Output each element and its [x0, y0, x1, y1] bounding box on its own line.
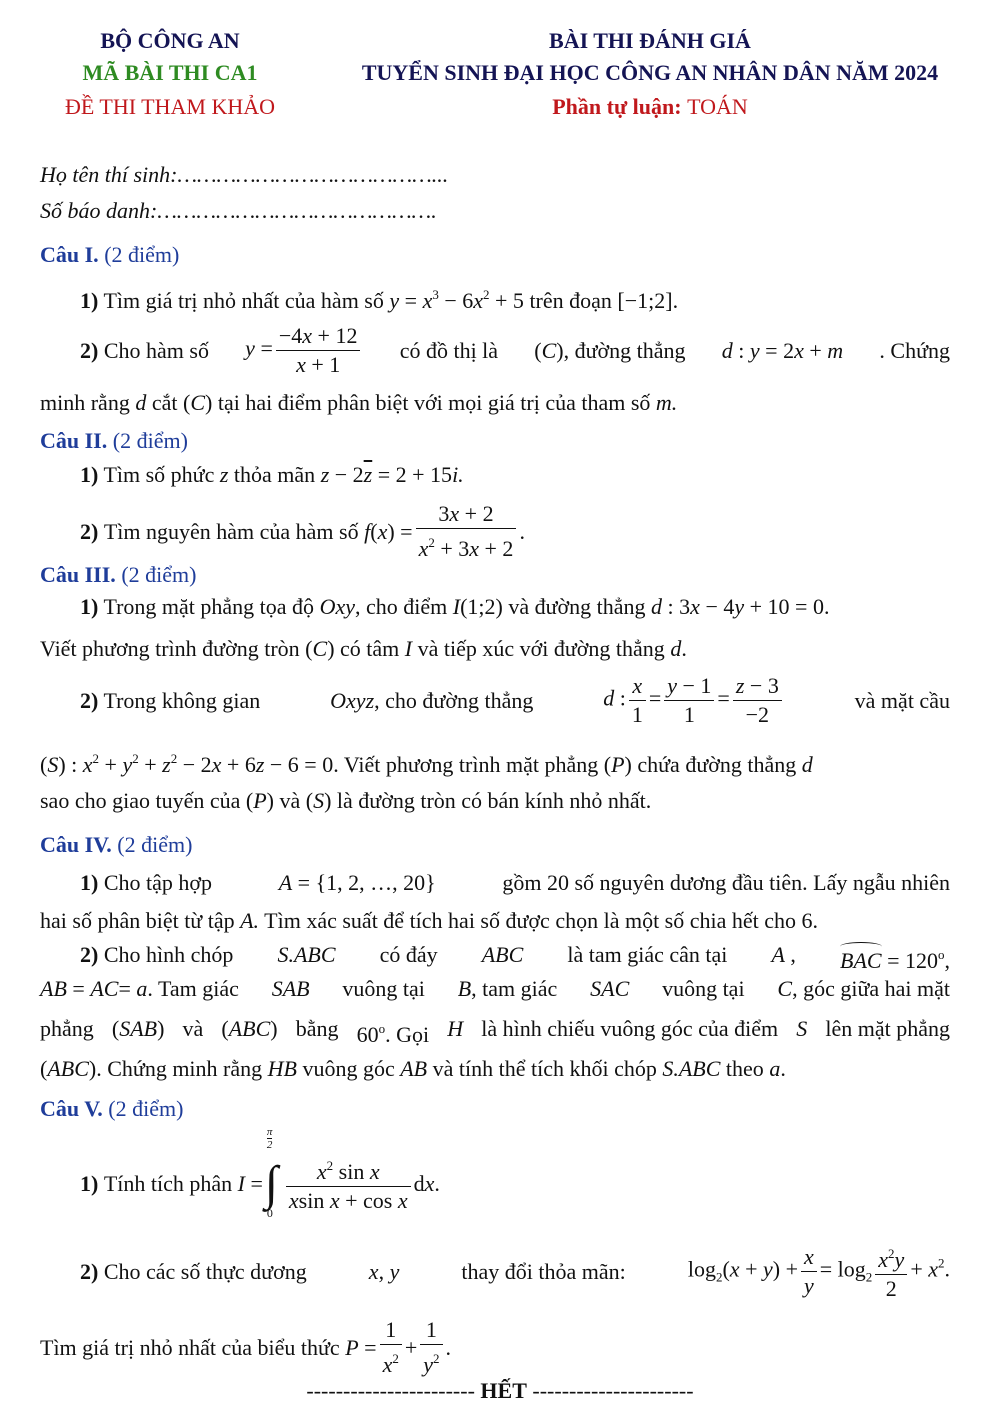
candidate-id-field: …………………………………….: [157, 198, 437, 223]
math-line-3d: d : $\frac{x}{1}$ = $\frac{y - 1}{1}$ = $\frac{z - 3}{-2}$: [603, 672, 785, 729]
ministry-name: BỘ CÔNG AN: [100, 28, 240, 53]
question-1-heading: Câu I. (2 điểm): [40, 242, 180, 267]
exam-code: MÃ BÀI THI CA1: [82, 60, 258, 85]
exam-type: ĐỀ THI THAM KHẢO: [64, 94, 275, 119]
question-2-part-1: 1) Tìm số phức z thỏa mãn $z - 2\overline{z} = 2 + 15i$.: [80, 462, 464, 487]
question-5-part-2-line-2: Tìm giá trị nhỏ nhất của biểu thức P = $\frac{1}{x^2}$ + $\frac{1}{y^2}$ .: [40, 1317, 452, 1377]
question-4-heading: Câu IV. (2 điểm): [40, 832, 193, 857]
question-2-heading: Câu II. (2 điểm): [40, 428, 188, 453]
question-3-part-2: 2) Trong không gian Oxyz, cho đường thẳng d : $\frac{x}{1}$ = $\frac{y - 1}{1}$ = $\frac{z - 3}{-2}$ và mặt cầu: [80, 673, 950, 727]
question-1-part-1: 1) Tìm giá trị nhỏ nhất của hàm số $y = x^3 - 6x^2 + 5$ trên đoạn [−1;2].: [80, 287, 679, 313]
question-3-part-2-line-3: sao cho giao tuyến của (P) và (S) là đường tròn có bán kính nhỏ nhất.: [40, 788, 652, 813]
exam-section: Phần tự luận: TOÁN: [552, 94, 748, 119]
question-4-part-1-line-2: hai số phân biệt từ tập A. Tìm xác suất để tích hai số được chọn là một số chia hết cho 6.: [40, 908, 819, 933]
question-3-part-1-line-2: Viết phương trình đường tròn (C) có tâm I và tiếp xúc với đường thẳng d.: [40, 636, 687, 661]
math-line: d : y = 2x + m: [721, 337, 844, 363]
math-log-equation: $\log_2(x + y)$ + $\frac{x}{y}$ = $\log_2$ $\frac{x^2y}{2}$ + $x^2$.: [688, 1240, 950, 1303]
math-expression: y: [389, 288, 400, 313]
question-3-heading: Câu III. (2 điểm): [40, 562, 197, 587]
math-function: y = $\frac{-4x + 12}{x + 1}$: [245, 322, 363, 379]
question-5-part-1: 1) Tính tích phân I = π 2 ∫ 0 $\frac{x^2 \sin x}{\text{xsin x + cos x}}$ d x .: [80, 1125, 440, 1220]
end-marker: ----------------------- HẾT ----------------------: [306, 1378, 694, 1403]
candidate-name-label: Họ tên thí sinh:: [40, 162, 178, 187]
math-interval: [−1;2].: [617, 288, 679, 313]
integral-sign: π 2 ∫ 0: [264, 1125, 279, 1220]
question-3-part-1: 1) Trong mặt phẳng tọa độ Oxy, cho điểm I(1;2) và đường thẳng d : 3x − 4y + 10 = 0.: [80, 594, 830, 619]
question-1-part-2-line-2: minh rằng d cắt (C) tại hai điểm phân biệt với mọi giá trị của tham số m.: [40, 390, 678, 415]
question-4-part-2-line-4: (ABC). Chứng minh rằng HB vuông góc AB và tính thể tích khối chóp S.ABC theo a.: [40, 1056, 786, 1081]
candidate-id-line: [40, 196, 437, 226]
exam-subtitle: TUYỂN SINH ĐẠI HỌC CÔNG AN NHÂN DÂN NĂM 2024: [361, 60, 939, 85]
exam-title: BÀI THI ĐÁNH GIÁ: [549, 28, 751, 53]
question-4-part-2-line-2: AB = AC= a. Tam giác SAB vuông tại B, tam giác SAC vuông tại C, góc giữa hai mặt: [40, 976, 950, 1001]
question-3-part-2-line-2: (S) : $x^2 + y^2 + z^2 - 2x + 6z - 6 = 0$. Viết phương trình mặt phẳng (P) chứa đường thẳng d: [40, 751, 813, 777]
question-4-part-2: 2) Cho hình chóp S.ABC có đáy ABC là tam giác cân tại A , BAC = $120^o$,: [80, 940, 950, 976]
question-5-heading: Câu V. (2 điểm): [40, 1096, 184, 1121]
candidate-name-field: …………………………………...: [177, 162, 449, 187]
question-2-part-2: 2) Tìm nguyên hàm của hàm số f ( x ) = $\frac{3x + 2}{x^2 + 3x + 2}$ .: [80, 501, 525, 561]
question-1-part-2: 2) Cho hàm số y = $\frac{-4x + 12}{x + 1}$ có đồ thị là (C), đường thẳng d : y = 2x + m . Chứng: [80, 323, 950, 377]
question-5-part-2: 2) Cho các số thực dương x, y thay đổi thỏa mãn: $\log_2(x + y)$ + $\frac{x}{y}$ = $\log_2$ $\frac{x^2y}{2}$ + $x^2$.: [80, 1240, 950, 1303]
candidate-id-label: Số báo danh:: [40, 198, 158, 223]
question-4-part-2-line-3: phẳng (SAB) và (ABC) bằng 60$^o$. Gọi H là hình chiếu vuông góc của điểm S lên mặt phẳng: [40, 1016, 950, 1047]
question-4-part-1: 1) Cho tập hợp A = {1, 2, …, 20} gồm 20 số nguyên dương đầu tiên. Lấy ngẫu nhiên: [80, 870, 950, 895]
candidate-name-line: [40, 160, 448, 190]
